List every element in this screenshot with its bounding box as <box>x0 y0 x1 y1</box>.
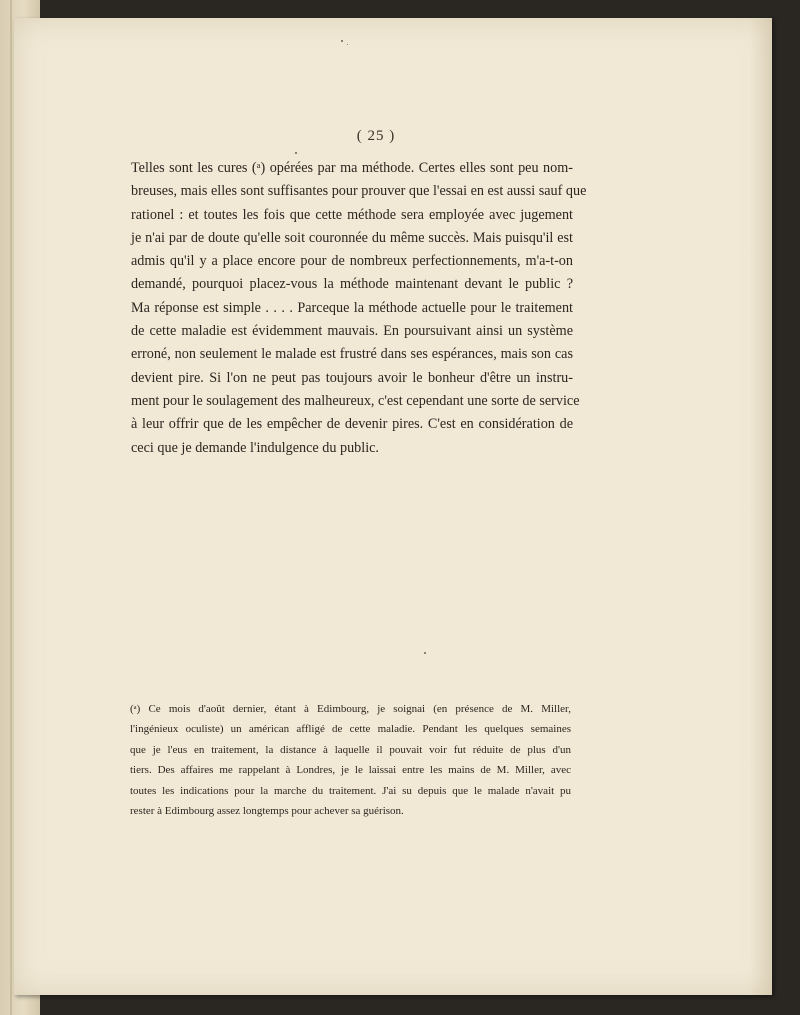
page-edge-shadow <box>750 18 772 995</box>
text-line: erroné, non seulement le malade est frustré dans ses espérances, mais son cas <box>131 346 573 363</box>
footnote-line: que je l'eus en traitement, la distance à laquelle il pouvait voir fut réduite de plus d'un <box>130 743 571 756</box>
text-line: admis qu'il y a place encore pour de nombreux perfectionnements, m'a-t-on <box>131 253 573 270</box>
text-line: rationel : et toutes les fois que cette méthode sera employée avec jugement <box>131 206 573 223</box>
text-line: demandé, pourquoi placez-vous la méthode maintenant devant le public ? <box>131 276 573 293</box>
footnote-line: toutes les indications pour la marche du traitement. J'ai su depuis que le malade n'avait pu <box>130 784 571 797</box>
text-line: Ma réponse est simple . . . . Parceque la méthode actuelle pour le traitement <box>131 299 573 316</box>
paper-speck <box>341 40 343 42</box>
text-line: Telles sont les cures (ᵃ) opérées par ma méthode. Certes elles sont peu nom- <box>131 160 573 176</box>
text-line: de cette maladie est évidemment mauvais. En poursuivant ainsi un système <box>131 323 573 340</box>
footnote-line: l'ingénieux oculiste) un américan affligé de cette maladie. Pendant les quelques semaines <box>130 723 571 736</box>
page-number: ( 25 ) <box>356 128 396 144</box>
text-line: je n'ai par de doute qu'elle soit couronnée du même succès. Mais puisqu'il est <box>131 229 573 246</box>
footnote-line: rester à Edimbourg assez longtemps pour achever sa guérison. <box>130 805 404 818</box>
paper-speck <box>347 44 348 45</box>
text-line: breuses, mais elles sont suffisantes pour prouver que l'essai en est aussi sauf que <box>131 183 587 200</box>
paper-speck <box>295 152 297 154</box>
text-line: devient pire. Si l'on ne peut pas toujours avoir le bonheur d'être un instru- <box>131 369 573 386</box>
paper-speck <box>424 652 426 654</box>
footnote-line: tiers. Des affaires me rappelant à Londres, je le laissai entre les mains de M. Miller, avec <box>130 764 571 777</box>
text-line: ceci que je demande l'indulgence du public. <box>131 439 379 456</box>
text-line: à leur offrir que de les empêcher de devenir pires. C'est en considération de <box>131 416 573 433</box>
main-paragraph <box>131 157 587 460</box>
footnote <box>130 699 571 821</box>
footnote-line: (ᵃ) Ce mois d'août dernier, étant à Edimbourg, je soignai (en présence de M. Miller, <box>130 703 571 715</box>
text-line: ment pour le soulagement des malheureux, c'est cependant une sorte de service <box>131 392 580 409</box>
